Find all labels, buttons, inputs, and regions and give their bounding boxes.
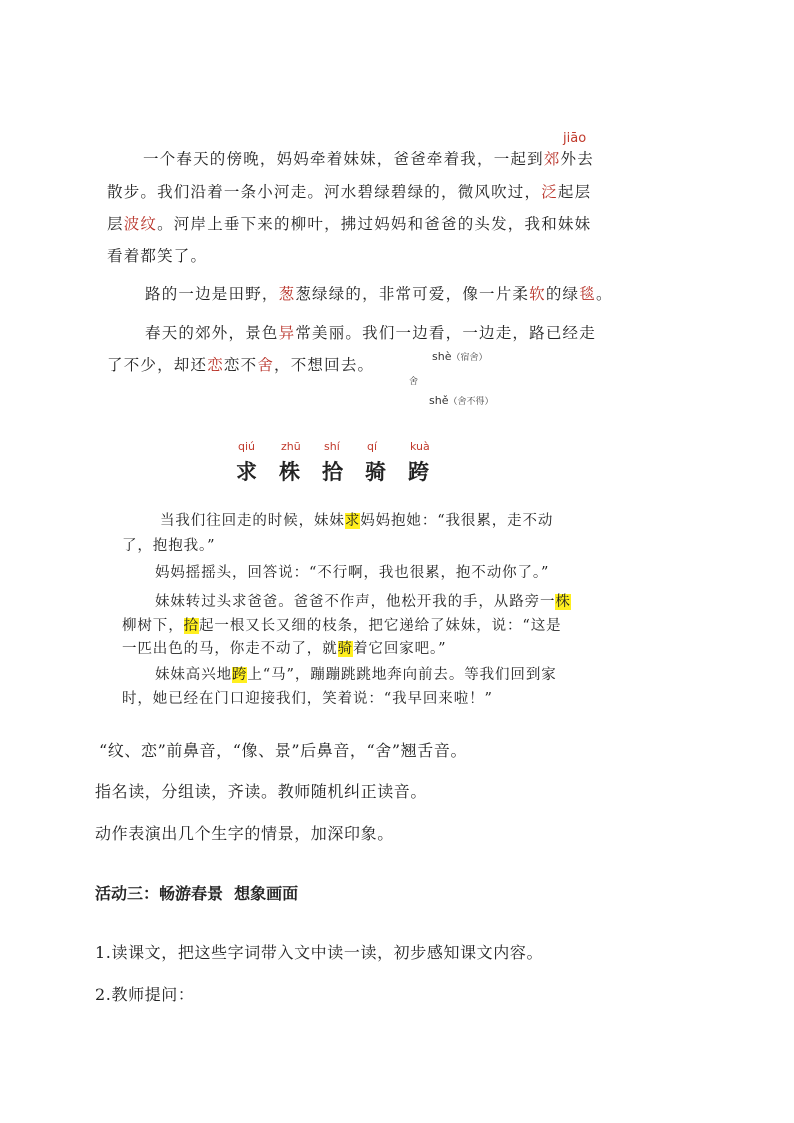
p2-line [145, 282, 613, 304]
text: ，不想回去。 [274, 356, 375, 374]
pinyin-jiao: jiāo [563, 131, 587, 146]
note-action: 动作表演出几个生字的情景，加深印象。 [95, 824, 394, 843]
text: 。 [595, 285, 613, 303]
highlight-char: 郊 [543, 150, 561, 168]
char-pinyin: qiú [238, 440, 256, 453]
highlight-char: 异 [278, 324, 296, 342]
p7-line1 [155, 663, 557, 684]
text: 春天的郊外，景色 [145, 324, 279, 342]
text: 妹妹高兴地 [155, 667, 232, 683]
pinyin: shě [429, 394, 449, 407]
note: （舍不得） [448, 397, 494, 407]
p3-line2 [107, 353, 374, 375]
text: 常美丽。我们一边看，一边走，路已经走 [295, 324, 596, 342]
text: 一个春天的傍晚，妈妈牵着妹妹，爸爸牵着我，一起到 [143, 150, 544, 168]
highlight-char: 葱 [278, 285, 296, 303]
text: 层 [107, 215, 124, 233]
activity-item-2: 2.教师提问： [95, 985, 195, 1004]
highlight-char: 拾 [183, 618, 200, 634]
p4-line2: 了，抱抱我。” [122, 538, 216, 554]
char-glyph: 株 [279, 459, 300, 484]
text: 上“马”，蹦蹦跳跳地奔向前去。等我们回到家 [247, 667, 557, 683]
text: 外去 [560, 150, 594, 168]
p5-line1: 妈妈摇摇头，回答说：“不行啊，我也很累，抱不动你了。” [155, 565, 550, 581]
highlight-char: 舍 [257, 356, 275, 374]
char-pinyin: kuà [410, 440, 430, 453]
text: 葱绿绿的，非常可爱，像一片柔 [295, 285, 530, 303]
pinyin: shè [432, 350, 452, 363]
note: （宿舍） [451, 353, 488, 363]
highlight-char: 株 [555, 594, 571, 610]
text: 起一根又长又细的枝条，把它递给了妹妹，说：“这是 [199, 618, 562, 634]
highlight-char: 恋 [207, 356, 224, 374]
highlight-char: 骑 [337, 641, 354, 657]
char-glyph: 拾 [322, 459, 343, 484]
highlight-char: 毯 [579, 285, 596, 303]
p1-line3 [107, 212, 591, 234]
text: 起层 [557, 183, 592, 201]
text: 妈妈抱她：“我很累，走不动 [360, 513, 554, 529]
text: 恋不 [223, 356, 258, 374]
activity-title: 活动三：畅游春景 想象画面 [95, 884, 299, 903]
p7-line2: 时，她已经在门口迎接我们，笑着说：“我早回来啦！” [122, 691, 493, 707]
poly-she3 [429, 394, 494, 407]
p1-line2 [107, 180, 591, 202]
highlight-char: 泛 [541, 183, 558, 201]
text: 散步。我们沿着一条小河走。河水碧绿碧绿的，微风吹过， [107, 183, 542, 201]
activity-item-1: 1.读课文，把这些字词带入文中读一读，初步感知课文内容。 [95, 943, 544, 962]
p6-line1 [155, 590, 571, 611]
p6-line3 [122, 637, 446, 658]
highlight-char: 求 [344, 513, 361, 529]
text: 柳树下， [122, 618, 184, 634]
text: 着它回家吧。” [353, 641, 447, 657]
p3-line1 [145, 321, 596, 343]
poly-she4 [432, 350, 488, 363]
p4-line1 [160, 509, 553, 530]
highlight-char: 波纹 [123, 215, 158, 233]
char-glyph: 跨 [408, 459, 429, 484]
p6-line2 [122, 614, 562, 635]
p1-line1 [143, 147, 594, 169]
poly-char: 舍 [409, 377, 419, 387]
highlight-char: 软 [529, 285, 546, 303]
char-pinyin: zhū [281, 440, 301, 453]
text: 路的一边是田野， [145, 285, 279, 303]
text: 当我们往回走的时候，妹妹 [160, 513, 345, 529]
text: 。河岸上垂下来的柳叶，拂过妈妈和爸爸的头发，我和妹妹 [157, 215, 592, 233]
highlight-char: 跨 [232, 667, 248, 683]
text: 妹妹转过头求爸爸。爸爸不作声，他松开我的手，从路旁一 [155, 594, 556, 610]
char-glyph: 求 [236, 459, 257, 484]
note-pronunciation: “纹、恋”前鼻音，“像、景”后鼻音，“舍”翘舌音。 [99, 741, 468, 760]
char-pinyin: shí [324, 440, 340, 453]
text: 的绿 [545, 285, 580, 303]
text: 一匹出色的马，你走不动了，就 [122, 641, 338, 657]
note-reading: 指名读，分组读，齐读。教师随机纠正读音。 [95, 782, 428, 801]
char-pinyin: qí [367, 440, 378, 453]
text: 了不少，却还 [107, 356, 208, 374]
char-glyph: 骑 [365, 459, 386, 484]
p1-line4: 看着都笑了。 [107, 247, 208, 265]
